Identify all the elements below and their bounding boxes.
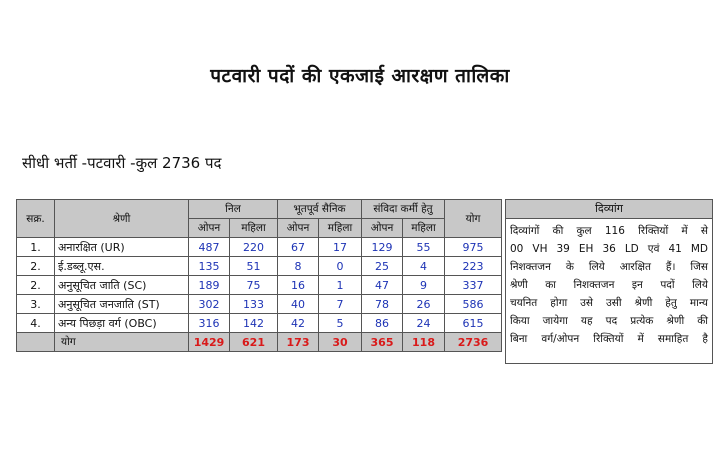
page-subtitle: सीधी भर्ती -पटवारी -कुल 2736 पद xyxy=(22,154,222,172)
table-row xyxy=(17,257,502,276)
row-sno: 1. xyxy=(17,238,55,257)
cell-ex-women: 1 xyxy=(319,276,362,295)
header-nil-open: ओपन xyxy=(189,219,230,238)
divyang-line: दिव्यांगों की कुल 116 रिक्तियों में से xyxy=(510,225,708,237)
header-total: योग xyxy=(445,200,502,238)
table-row xyxy=(17,295,502,314)
cell-total: 586 xyxy=(445,295,502,314)
divyang-line: चयनित होगा उसे उसी श्रेणी हेतु मान्य xyxy=(510,297,708,309)
cell-ex-open: 67 xyxy=(278,238,319,257)
table-row xyxy=(17,314,502,333)
row-category: अन्य पिछड़ा वर्ग (OBC) xyxy=(55,314,189,333)
total-sno-blank xyxy=(17,333,55,352)
reservation-table xyxy=(16,199,502,352)
cell-ex-women: 7 xyxy=(319,295,362,314)
total-con-open: 365 xyxy=(362,333,403,352)
cell-ex-open: 42 xyxy=(278,314,319,333)
header-nil: निल xyxy=(189,200,278,219)
cell-nil-open: 135 xyxy=(189,257,230,276)
row-category: अनारक्षित (UR) xyxy=(55,238,189,257)
cell-nil-women: 75 xyxy=(230,276,278,295)
cell-nil-open: 316 xyxy=(189,314,230,333)
row-sno: 2. xyxy=(17,276,55,295)
cell-nil-women: 133 xyxy=(230,295,278,314)
total-row xyxy=(17,333,502,352)
cell-nil-women: 51 xyxy=(230,257,278,276)
cell-total: 615 xyxy=(445,314,502,333)
cell-nil-open: 487 xyxy=(189,238,230,257)
cell-con-women: 55 xyxy=(403,238,445,257)
cell-nil-open: 189 xyxy=(189,276,230,295)
cell-con-women: 26 xyxy=(403,295,445,314)
cell-total: 337 xyxy=(445,276,502,295)
divyang-line: श्रेणी का निशक्तजन इन पदों लिये xyxy=(510,279,708,291)
row-sno: 4. xyxy=(17,314,55,333)
header-nil-women: महिला xyxy=(230,219,278,238)
cell-con-open: 47 xyxy=(362,276,403,295)
total-ex-open: 173 xyxy=(278,333,319,352)
total-nil-women: 621 xyxy=(230,333,278,352)
cell-ex-open: 40 xyxy=(278,295,319,314)
cell-con-women: 4 xyxy=(403,257,445,276)
row-category: अनुसूचित जाति (SC) xyxy=(55,276,189,295)
cell-con-women: 24 xyxy=(403,314,445,333)
header-contract: संविदा कर्मी हेतु xyxy=(362,200,445,219)
divyang-line: किया जायेगा यह पद प्रत्येक श्रेणी की xyxy=(510,315,708,327)
page-title: पटवारी पदों की एकजाई आरक्षण तालिका xyxy=(210,65,510,87)
header-ex-women: महिला xyxy=(319,219,362,238)
cell-total: 223 xyxy=(445,257,502,276)
cell-con-open: 25 xyxy=(362,257,403,276)
table-row xyxy=(17,238,502,257)
row-sno: 3. xyxy=(17,295,55,314)
divyang-line: 00 VH 39 EH 36 LD एवं 41 MD xyxy=(510,243,708,255)
header-sno: सक्र. xyxy=(17,200,55,238)
header-ex-open: ओपन xyxy=(278,219,319,238)
cell-ex-women: 0 xyxy=(319,257,362,276)
header-category: श्रेणी xyxy=(55,200,189,238)
total-label: योग xyxy=(55,333,189,352)
total-con-women: 118 xyxy=(403,333,445,352)
cell-con-open: 78 xyxy=(362,295,403,314)
row-category: ई.डब्लू.एस. xyxy=(55,257,189,276)
header-con-open: ओपन xyxy=(362,219,403,238)
total-grand: 2736 xyxy=(445,333,502,352)
cell-nil-women: 220 xyxy=(230,238,278,257)
cell-nil-open: 302 xyxy=(189,295,230,314)
total-nil-open: 1429 xyxy=(189,333,230,352)
cell-con-women: 9 xyxy=(403,276,445,295)
row-sno: 2. xyxy=(17,257,55,276)
divyang-line: बिना वर्ग/ओपन रिक्तियों में समाहित है xyxy=(510,333,708,345)
table-row xyxy=(17,276,502,295)
cell-ex-open: 16 xyxy=(278,276,319,295)
divyang-text xyxy=(506,219,712,348)
cell-nil-women: 142 xyxy=(230,314,278,333)
header-con-women: महिला xyxy=(403,219,445,238)
header-row-group xyxy=(17,200,502,219)
header-ex-serviceman: भूतपूर्व सैनिक xyxy=(278,200,362,219)
divyang-line: निशक्तजन के लिये आरक्षित हैं। जिस xyxy=(510,261,708,273)
cell-ex-women: 17 xyxy=(319,238,362,257)
cell-ex-women: 5 xyxy=(319,314,362,333)
cell-total: 975 xyxy=(445,238,502,257)
row-category: अनुसूचित जनजाति (ST) xyxy=(55,295,189,314)
divyang-box xyxy=(505,199,713,364)
divyang-header: दिव्यांग xyxy=(506,200,712,219)
cell-ex-open: 8 xyxy=(278,257,319,276)
total-ex-women: 30 xyxy=(319,333,362,352)
cell-con-open: 86 xyxy=(362,314,403,333)
cell-con-open: 129 xyxy=(362,238,403,257)
